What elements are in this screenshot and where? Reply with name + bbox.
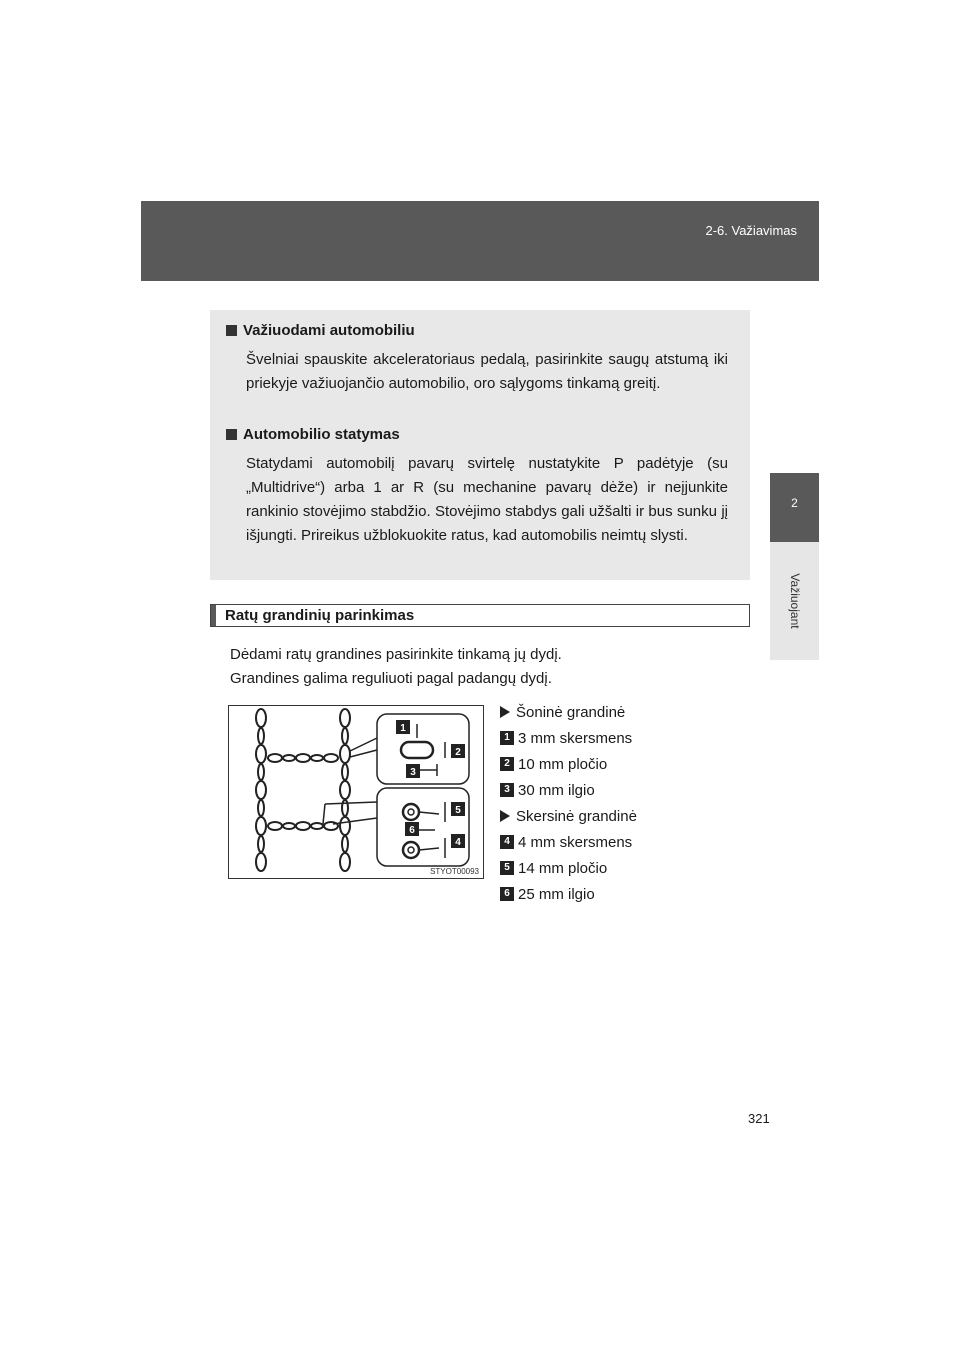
info-title: Važiuodami automobiliu [243,322,415,339]
callout-1: 1 [400,723,406,734]
triangle-bullet-icon [500,810,510,822]
legend-item: 6 25 mm ilgio [500,884,595,904]
legend-item: 5 14 mm pločio [500,858,607,878]
info-box [210,310,750,580]
legend-item: 3 30 mm ilgio [500,780,595,800]
chain-diagram [228,705,484,879]
header-bar [141,201,819,281]
intro-line-1: Dėdami ratų grandines pasirinkite tinkamą jų dydį. [230,646,562,663]
legend-side-chain: Šoninė grandinė [500,702,625,722]
chapter-number: 2 [791,496,798,510]
number-box-icon: 6 [500,887,514,901]
intro-line-2: Grandines galima reguliuoti pagal padangų dydį. [230,670,552,687]
number-box-icon: 4 [500,835,514,849]
legend-item: 1 3 mm skersmens [500,728,632,748]
chapter-title: Važiuojant [787,573,802,629]
legend-cross-chain: Skersinė grandinė [500,806,637,826]
callout-6: 6 [409,825,415,836]
number-box-icon: 5 [500,861,514,875]
square-bullet-icon [226,325,237,336]
page-number: 321 [748,1111,770,1126]
info-item-driving [226,322,728,396]
info-item-parking [226,426,728,548]
callout-2: 2 [455,747,461,758]
callout-3: 3 [410,767,416,778]
triangle-bullet-icon [500,706,510,718]
info-body: Švelniai spauskite akceleratoriaus pedalą, pasirinkite saugų atstumą iki priekyje važiuojančio automobilio, oro sąlygoms tinkamą greitį. [246,351,728,392]
square-bullet-icon [226,429,237,440]
section-title: Ratų grandinių parinkimas [225,607,415,624]
chapter-title-tab[interactable] [770,542,819,660]
chapter-number-tab[interactable] [770,473,819,542]
number-box-icon: 2 [500,757,514,771]
section-title: 2-6. Važiavimas [705,223,797,238]
number-box-icon: 1 [500,731,514,745]
callout-4: 4 [455,837,461,848]
number-box-icon: 3 [500,783,514,797]
section-accent [211,605,216,626]
legend-item: 2 10 mm pločio [500,754,607,774]
chain-illustration [229,706,483,878]
section-header [210,604,750,627]
diagram-code: STYOT00093 [430,867,479,876]
callout-5: 5 [455,805,461,816]
info-title: Automobilio statymas [243,426,400,443]
info-body: Statydami automobilį pavarų svirtelę nustatykite P padėtyje (su „Multidrive“) arba 1 ar R (su mechanine pavarų dėže) ir neįjunkite rankinio stovėjimo stabdžio. Stovėjimo stabdys gali užšalti ir bus sunku jį išjungti. Prireikus užblokuokite ratus, kad automobilis neimtų slysti. [246,455,728,544]
legend-item: 4 4 mm skersmens [500,832,632,852]
